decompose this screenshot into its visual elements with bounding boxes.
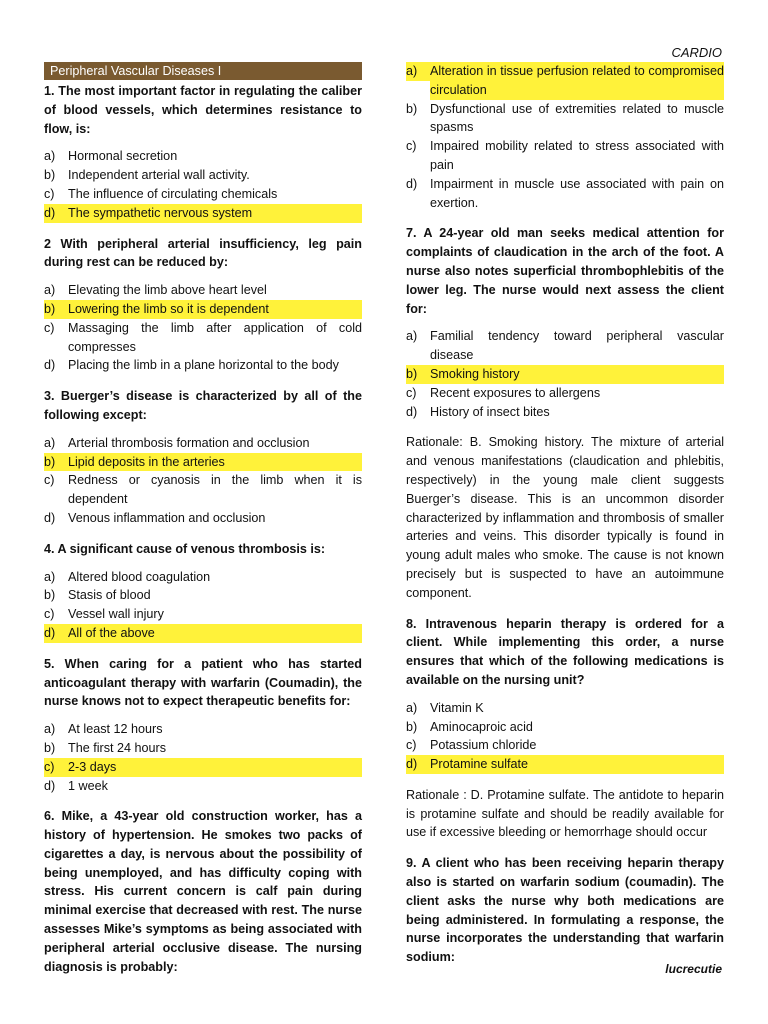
option-text: Altered blood coagulation — [68, 569, 211, 584]
option-text: Vessel wall injury — [68, 607, 164, 622]
question-9-stem: 9. A client who has been receiving heparin therapy also is started on warfarin sodium (coumadin). The client asks the nurse why both medications are being administered. In formulating a response, the nurse incorporates the understanding that warfarin sodium: — [406, 856, 724, 965]
option-letter: c) — [406, 139, 417, 154]
option-letter: c) — [44, 607, 55, 622]
option-letter: b) — [44, 168, 56, 183]
option — [44, 471, 362, 509]
option-letter: b) — [44, 588, 56, 603]
left-questions — [44, 82, 362, 976]
option-letter: a) — [44, 569, 56, 584]
option — [44, 720, 362, 739]
option-letter: b) — [406, 101, 418, 116]
option-letter: c) — [44, 758, 68, 777]
question-7-stem: 7. A 24-year old man seeks medical attention for complaints of claudication in the arch of the foot. A nurse also notes superficial thrombophlebitis of the lower leg. The nurse would next assess the client for: — [406, 226, 724, 316]
option — [44, 605, 362, 624]
question-1-stem: 1. The most important factor in regulating the caliber of blood vessels, which determines resistance to flow, is: — [44, 84, 362, 136]
option-letter: a) — [44, 722, 56, 737]
option — [44, 166, 362, 185]
answer-option — [44, 300, 362, 319]
option-text: Potassium chloride — [430, 738, 537, 753]
option-text: Massaging the limb after application of cold compresses — [68, 320, 362, 354]
option — [406, 403, 724, 422]
option-text: The influence of circulating chemicals — [68, 186, 278, 201]
right-column — [406, 62, 724, 976]
answer-option — [44, 453, 362, 472]
option-text: Protamine sulfate — [430, 755, 724, 774]
section-title: Peripheral Vascular Diseases I — [44, 62, 362, 80]
option — [406, 718, 724, 737]
option-text: Lowering the limb so it is dependent — [68, 300, 362, 319]
answer-option — [406, 755, 724, 774]
option-text: The sympathetic nervous system — [68, 204, 362, 223]
answer-option — [44, 204, 362, 223]
answer-option — [44, 758, 362, 777]
option-letter: d) — [44, 778, 56, 793]
q8-options — [406, 699, 724, 774]
option-letter: c) — [406, 738, 417, 753]
option-text: 2-3 days — [68, 758, 362, 777]
option-text: Vitamin K — [430, 700, 484, 715]
option — [406, 736, 724, 755]
q4-options — [44, 568, 362, 643]
option-letter: a) — [44, 149, 56, 164]
option-letter: b) — [44, 740, 56, 755]
question-3-stem: 3. Buerger’s disease is characterized by all of the following except: — [44, 389, 362, 422]
option-text: Alteration in tissue perfusion related to compromised circulation — [430, 62, 724, 100]
option-text: Impaired mobility related to stress associated with pain — [430, 139, 724, 172]
option — [44, 356, 362, 375]
question-2-stem: 2 With peripheral arterial insufficiency, leg pain during rest can be reduced by: — [44, 236, 362, 270]
option-text: Venous inflammation and occlusion — [68, 510, 266, 525]
option-text: Arterial thrombosis formation and occlusion — [68, 435, 310, 450]
option-text: Recent exposures to allergens — [430, 385, 601, 400]
option-letter: c) — [44, 320, 55, 335]
option-text: Familial tendency toward peripheral vascular disease — [430, 329, 724, 363]
option-letter: d) — [44, 358, 56, 373]
option-letter: a) — [406, 700, 418, 715]
option — [44, 739, 362, 758]
option — [44, 281, 362, 300]
option-text: Redness or cyanosis in the limb when it is dependent — [68, 473, 362, 507]
option-text: Placing the limb in a plane horizontal to the body — [68, 358, 339, 373]
option-text: History of insect bites — [430, 404, 550, 419]
rationale-7: Rationale: B. Smoking history. The mixture of arterial and venous manifestations (claudication and phlebitis, respectively) in the young male client suggests Buerger’s disease. This is an uncommon disorder characterized by inflammation and thrombosis of smaller arteries and veins. This disorder typically is found in young adult males who smoke. The cause is not known precisely but is suspected to have an autoimmune component. — [406, 435, 724, 600]
option-letter: c) — [44, 186, 55, 201]
option-letter: d) — [44, 624, 68, 643]
question-6-stem: 6. Mike, a 43-year old construction worker, has a history of hypertension. He smokes two packs of cigarettes a day, is nervous about the possibility of being unemployed, and has difficulty coping with stress. His current concern is calf pain during minimal exercise that decreased with rest. The nurse assesses Mike’s symptoms as being associated with peripheral arterial occlusive disease. The nursing diagnosis is probably: — [44, 809, 362, 974]
q2-options — [44, 281, 362, 375]
option — [406, 137, 724, 175]
option-letter: b) — [406, 365, 430, 384]
question-8-stem: 8. Intravenous heparin therapy is ordered for a client. While implementing this order, a nurse ensures that which of the following medications is available on the nursing unit? — [406, 616, 724, 687]
question-5-stem: 5. When caring for a patient who has started anticoagulant therapy with warfarin (Coumadin), the nurse knows not to expect therapeutic benefits for: — [44, 656, 362, 709]
option — [44, 147, 362, 166]
answer-option — [406, 365, 724, 384]
option-text: Lipid deposits in the arteries — [68, 453, 362, 472]
left-column — [44, 62, 362, 985]
option-letter: a) — [44, 435, 56, 450]
option-text: At least 12 hours — [68, 722, 163, 737]
option — [406, 100, 724, 138]
option-text: Dysfunctional use of extremities related to muscle spasms — [430, 101, 724, 135]
author-footer: lucrecutie — [665, 962, 722, 976]
q5-options — [44, 720, 362, 795]
option — [44, 777, 362, 796]
option-letter: d) — [406, 176, 418, 191]
option-text: Stasis of blood — [68, 588, 151, 603]
option — [406, 384, 724, 403]
option-letter: b) — [44, 300, 68, 319]
option — [44, 185, 362, 204]
q1-options — [44, 147, 362, 222]
option-text: Elevating the limb above heart level — [68, 283, 267, 298]
answer-option — [44, 624, 362, 643]
answer-option — [406, 62, 724, 100]
option — [406, 327, 724, 365]
option-text: The first 24 hours — [68, 740, 166, 755]
q6-options — [406, 62, 724, 212]
option — [44, 319, 362, 357]
option-text: Independent arterial wall activity. — [68, 168, 250, 183]
option-letter: c) — [406, 385, 417, 400]
q7-options — [406, 327, 724, 421]
question-4-stem: 4. A significant cause of venous thrombosis is: — [44, 541, 326, 556]
option-letter: a) — [44, 283, 56, 298]
option-letter: a) — [406, 329, 418, 344]
option-text: All of the above — [68, 624, 362, 643]
option-text: Aminocaproic acid — [430, 719, 533, 734]
subject-header: CARDIO — [671, 45, 722, 60]
option-letter: d) — [406, 404, 418, 419]
q3-options — [44, 434, 362, 528]
option-letter: b) — [44, 453, 68, 472]
option-text: Hormonal secretion — [68, 149, 178, 164]
option-letter: d) — [44, 510, 56, 525]
option — [44, 434, 362, 453]
option-text: Smoking history — [430, 365, 724, 384]
rationale-8: Rationale : D. Protamine sulfate. The antidote to heparin is protamine sulfate and should be readily available for use if excessive bleeding or hemorrhage should occur — [406, 787, 724, 840]
option-letter: d) — [406, 755, 430, 774]
option — [44, 586, 362, 605]
option-text: 1 week — [68, 778, 108, 793]
option — [406, 175, 724, 213]
option — [406, 699, 724, 718]
option-text: Impairment in muscle use associated with pain on exertion. — [430, 176, 724, 210]
option-letter: b) — [406, 719, 418, 734]
option-letter: a) — [406, 62, 430, 81]
option — [44, 509, 362, 528]
option-letter: d) — [44, 204, 68, 223]
option-letter: c) — [44, 473, 55, 488]
option — [44, 568, 362, 587]
